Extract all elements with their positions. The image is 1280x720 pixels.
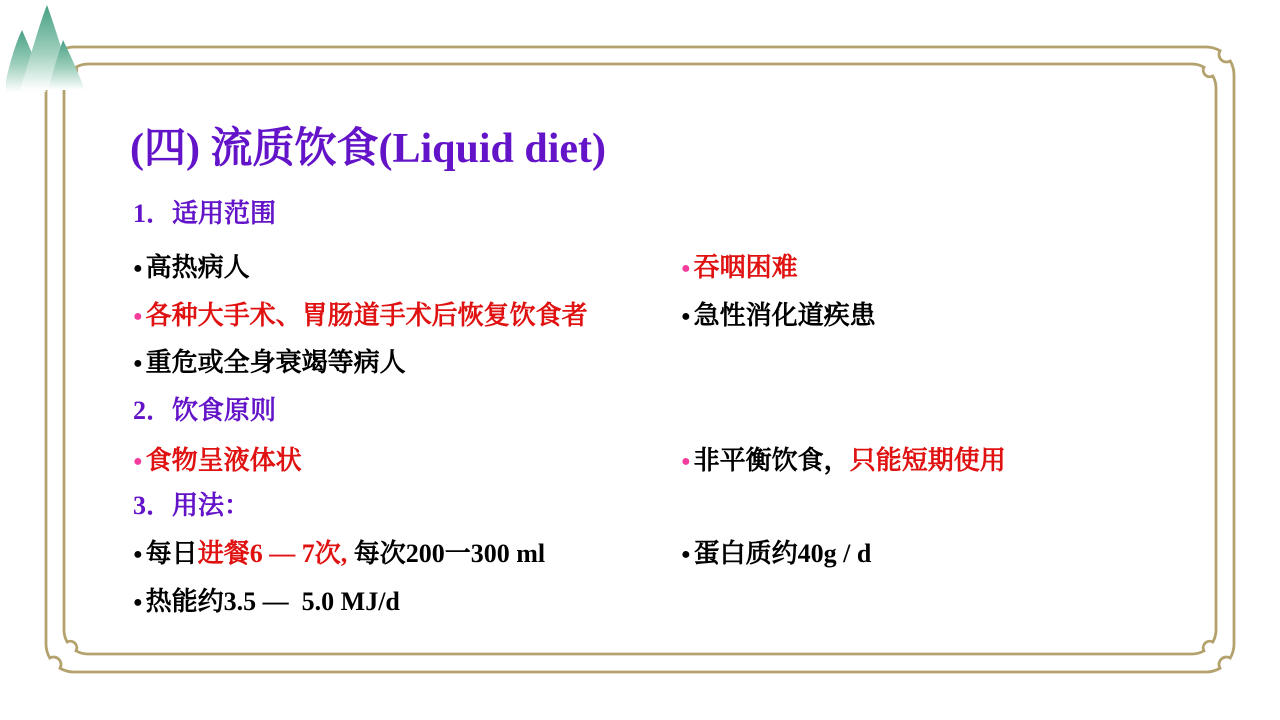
bullet-item-critical xyxy=(133,342,406,379)
bullet-item-label: 各种大手术、胃肠道手术后恢复饮食者 xyxy=(145,301,588,330)
bullet-item-label-post: 每次200一300 ml xyxy=(347,539,546,568)
bullet-item-label: 急性消化道疾患 xyxy=(693,301,876,330)
bullet-item-label-black: 非平衡饮食， xyxy=(693,446,850,475)
bullet-item-liquid-form xyxy=(133,440,302,477)
section-heading-2: 2．饮食原则 xyxy=(133,396,277,425)
bullet-item-label: 吞咽困难 xyxy=(693,253,798,282)
mountain-decoration-left xyxy=(6,5,85,92)
bullet-icon: ● xyxy=(681,546,691,563)
bullet-icon: ● xyxy=(133,355,143,372)
bullet-icon: ● xyxy=(681,308,691,325)
bullet-item-label-pre: 每日 xyxy=(145,539,198,568)
bullet-icon: ● xyxy=(681,260,691,277)
bullet-item-label: 高热病人 xyxy=(145,253,250,282)
bullet-item-meals xyxy=(133,533,545,570)
bullet-icon: ● xyxy=(133,594,143,611)
bullet-item-surgery xyxy=(133,295,588,332)
bullet-item-fever xyxy=(133,247,250,284)
bullet-item-label: 热能约3.5 — 5.0 MJ/d xyxy=(145,587,400,616)
bullet-item-protein xyxy=(681,533,871,570)
section-heading-3: 3．用法： xyxy=(133,491,251,520)
bullet-item-label: 重危或全身衰竭等病人 xyxy=(145,348,406,377)
bullet-icon: ● xyxy=(681,453,691,470)
bullet-icon: ● xyxy=(133,260,143,277)
slide-title: (四) 流质饮食(Liquid diet) xyxy=(130,126,607,172)
section-heading-1: 1．适用范围 xyxy=(133,199,277,228)
bullet-item-unbalanced xyxy=(681,440,1006,477)
bullet-item-label: 食物呈液体状 xyxy=(145,446,302,475)
bullet-item-energy xyxy=(133,581,400,618)
bullet-item-digestive xyxy=(681,295,876,332)
bullet-item-swallow xyxy=(681,247,798,284)
bullet-icon: ● xyxy=(133,308,143,325)
bullet-icon: ● xyxy=(133,546,143,563)
bullet-item-label: 蛋白质约40g / d xyxy=(693,539,872,568)
bullet-item-label-red: 只能短期使用 xyxy=(849,446,1006,475)
bullet-item-label-red: 进餐6 — 7次, xyxy=(197,539,348,568)
bullet-icon: ● xyxy=(133,453,143,470)
